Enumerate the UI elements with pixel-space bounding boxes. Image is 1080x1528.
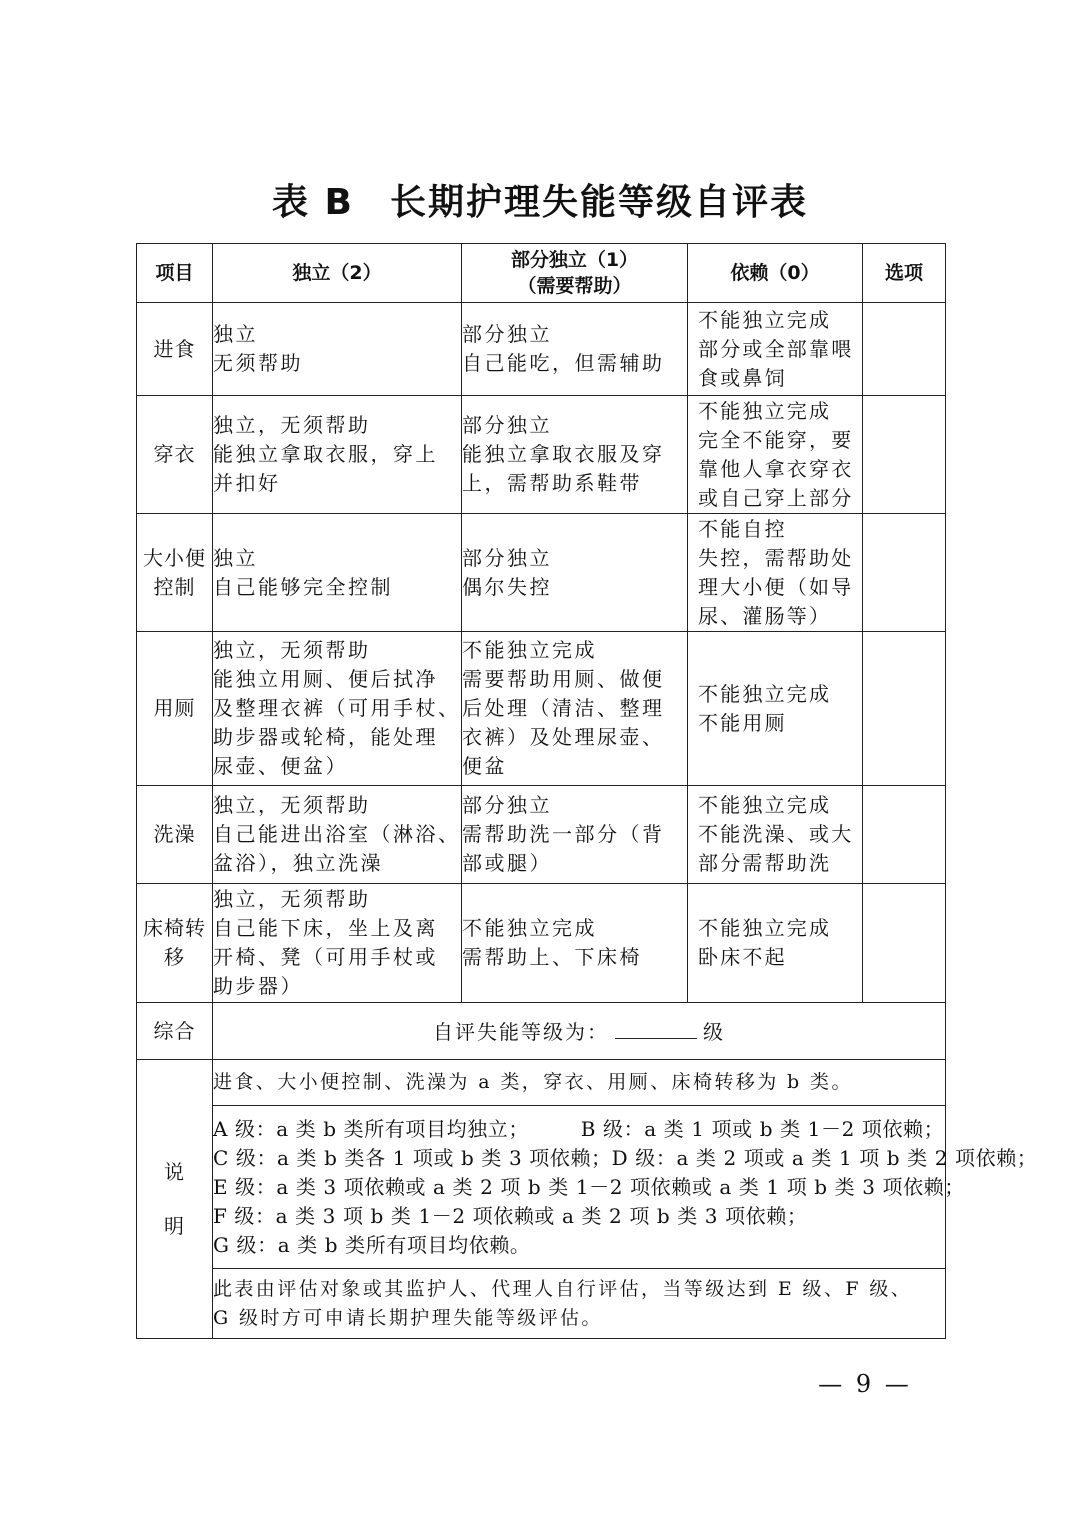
cell-line: 部分独立 (462, 545, 552, 570)
table-row (137, 396, 946, 514)
cell-line: 独立 (213, 322, 258, 346)
cell-line: 后处理（清洁、整理 (462, 696, 665, 720)
level-definition: A 级：a 类 b 类所有项目均独立； B 级：a 类 1 项或 b 类 1－2 项依赖； (213, 1116, 945, 1141)
header-row (137, 244, 946, 303)
cell-line: 部或腿） (462, 851, 552, 875)
cell-line: 进食 (153, 336, 196, 361)
item-name (137, 396, 213, 514)
item-name (137, 786, 213, 884)
partial-cell (462, 514, 688, 632)
cell-line: 能独立用厕、便后拭净 (213, 667, 438, 691)
dependent-cell (688, 514, 863, 632)
cell-line: 不能独立完成 (698, 916, 832, 940)
cell-line: 床椅 (143, 916, 185, 940)
notes-levels (213, 1106, 1038, 1269)
independent-cell (213, 396, 462, 514)
cell-line: 不能独立完成 (698, 398, 832, 423)
level-definition: C 级：a 类 b 类各 1 项或 b 类 3 项依赖；D 级：a 类 2 项或 a 类 1 项 b 类 2 项依赖； (213, 1145, 1038, 1170)
cell-line: 卧床不起 (698, 945, 787, 969)
cell-line: 部分独立 (462, 413, 552, 437)
item-name (137, 632, 213, 786)
independent-cell (213, 786, 462, 884)
level-definition: E 级：a 类 3 项依赖或 a 类 2 项 b 类 1－2 项依赖或 a 类 1 项 b 类 3 项依赖； (213, 1174, 965, 1199)
partial-cell (462, 303, 688, 396)
table-row (137, 786, 946, 884)
partial-cell (462, 632, 688, 786)
dependent-cell (688, 396, 863, 514)
header-partial (462, 244, 688, 303)
table-title: 长期护理失能等级自评表 (389, 182, 808, 223)
notes-label-text (164, 1145, 185, 1253)
cell-line: 失控，需帮助处 (698, 545, 854, 570)
partial-cell (462, 786, 688, 884)
cell-line: 不能独立完成 (462, 916, 597, 940)
cell-line: 助步器或轮椅，能处理 (213, 725, 438, 749)
partial-cell (462, 884, 688, 1003)
table-row (137, 884, 946, 1003)
cell-line: 控制 (153, 574, 196, 599)
self-assessment-table (136, 243, 1038, 1339)
cell-line: 独立，无须帮助 (213, 887, 371, 911)
cell-line: 不能自控 (698, 516, 787, 541)
item-name (137, 514, 213, 632)
dependent-cell (688, 786, 863, 884)
notes-label (137, 1060, 213, 1339)
option-cell[interactable] (863, 884, 946, 1003)
cell-line: 部分需帮助洗 (698, 851, 832, 875)
table-label: 表 B (272, 182, 354, 223)
summary-prefix: 自评失能等级为： (433, 1019, 609, 1044)
cell-line: 需要帮助用厕、做便 (462, 667, 665, 691)
cell-line: 靠他人拿衣穿衣 (698, 456, 854, 481)
cell-line: 不能独立完成 (462, 638, 597, 662)
cell-line: 无须帮助 (213, 351, 303, 375)
cell-line: 不能独立完成 (698, 307, 832, 332)
notes-row (137, 1269, 946, 1339)
independent-cell (213, 632, 462, 786)
cell-line: 需帮助上、下床椅 (462, 945, 642, 969)
page-title (0, 174, 1080, 225)
header-independent: 独立（2） (213, 244, 462, 303)
header-item: 项目 (137, 244, 213, 303)
partial-cell (462, 396, 688, 514)
cell-line: 助步器） (213, 974, 303, 998)
dependent-cell (688, 632, 863, 786)
cell-line: 尿壶、便盆） (213, 754, 348, 778)
summary-cell (213, 1003, 946, 1060)
cell-line: 部分独立 (462, 322, 552, 346)
header-partial-line2: （需要帮助） (517, 275, 632, 297)
cell-line: 自己能下床，坐上及离 (213, 916, 438, 940)
option-cell[interactable] (863, 396, 946, 514)
cell-line: 能独立拿取衣服，穿上 (213, 442, 438, 466)
table-row (137, 303, 946, 396)
header-option: 选项 (863, 244, 946, 303)
item-name (137, 884, 213, 1003)
table-row (137, 514, 946, 632)
cell-line: 自己能够完全控制 (213, 574, 393, 599)
cell-line: 独立，无须帮助 (213, 638, 371, 662)
summary-suffix: 级 (703, 1019, 725, 1044)
item-name (137, 303, 213, 396)
independent-cell (213, 884, 462, 1003)
cell-line: 自己能吃，但需辅助 (462, 351, 665, 375)
cell-line: 衣裤）及处理尿壶、 (462, 725, 665, 749)
level-definition: G 级：a 类 b 类所有项目均依赖。 (213, 1232, 531, 1257)
remark-line: G 级时方可申请长期护理失能等级评估。 (213, 1306, 603, 1329)
notes-remark (213, 1269, 946, 1339)
cell-line: 大小便 (143, 545, 206, 570)
level-definition: F 级：a 类 3 项 b 类 1－2 项依赖或 a 类 2 项 b 类 3 项依赖； (213, 1203, 808, 1228)
cell-line: 独立 (213, 545, 258, 570)
cell-line: 及整理衣裤（可用手杖、 (213, 696, 461, 720)
cell-line: 独立，无须帮助 (213, 413, 371, 437)
cell-line: 不能独立完成 (698, 681, 832, 706)
cell-line: 独立，无须帮助 (213, 793, 371, 817)
cell-line: 完全不能穿，要 (698, 427, 854, 452)
option-cell[interactable] (863, 786, 946, 884)
cell-line: 洗澡 (153, 822, 196, 846)
header-partial-line1: 部分独立（1） (510, 249, 639, 271)
header-dependent: 依赖（0） (688, 244, 863, 303)
cell-line: 或自己穿上部分 (698, 485, 854, 510)
cell-line: 食或鼻饲 (698, 365, 787, 390)
cell-line: 尿、灌肠等） (698, 603, 832, 628)
cell-line: 偶尔失控 (462, 574, 552, 599)
cell-line: 自己能进出浴室（淋浴、 (213, 822, 461, 846)
cell-line: 并扣好 (213, 471, 281, 495)
cell-line: 部分独立 (462, 793, 552, 817)
cell-line: 转移 (164, 916, 206, 969)
cell-line: 穿衣 (153, 442, 196, 466)
cell-line: 盆浴），独立洗澡 (213, 851, 383, 875)
option-cell[interactable] (863, 632, 946, 786)
notes-row (137, 1106, 946, 1269)
cell-line: 部分或全部靠喂 (698, 336, 854, 361)
cell-line: 能独立拿取衣服及穿 (462, 442, 665, 466)
remark-line: 此表由评估对象或其监护人、代理人自行评估，当等级达到 E 级、F 级、 (213, 1277, 913, 1300)
cell-line: 不能洗澡、或大 (698, 822, 854, 846)
level-blank-field[interactable] (615, 1016, 697, 1039)
summary-row (137, 1003, 946, 1060)
cell-line: 理大小便（如导 (698, 574, 854, 599)
notes-row (137, 1060, 946, 1106)
page-number: — 9 — (818, 1370, 912, 1398)
notes-label-char: 说 (164, 1160, 185, 1184)
notes-label-char: 明 (164, 1214, 185, 1238)
option-cell[interactable] (863, 514, 946, 632)
table-row (137, 632, 946, 786)
cell-line: 不能独立完成 (698, 793, 832, 817)
summary-label: 综合 (137, 1003, 213, 1060)
dependent-cell (688, 303, 863, 396)
cell-line: 开椅、凳（可用手杖或 (213, 945, 438, 969)
cell-line: 需帮助洗一部分（背 (462, 822, 665, 846)
cell-line: 便盆 (462, 754, 507, 778)
cell-line: 上，需帮助系鞋带 (462, 471, 642, 495)
cell-line: 用厕 (153, 696, 196, 720)
independent-cell (213, 303, 462, 396)
independent-cell (213, 514, 462, 632)
cell-line: 不能用厕 (698, 710, 787, 735)
option-cell[interactable] (863, 303, 946, 396)
dependent-cell (688, 884, 863, 1003)
notes-categories: 进食、大小便控制、洗澡为 a 类，穿衣、用厕、床椅转移为 b 类。 (213, 1060, 946, 1106)
